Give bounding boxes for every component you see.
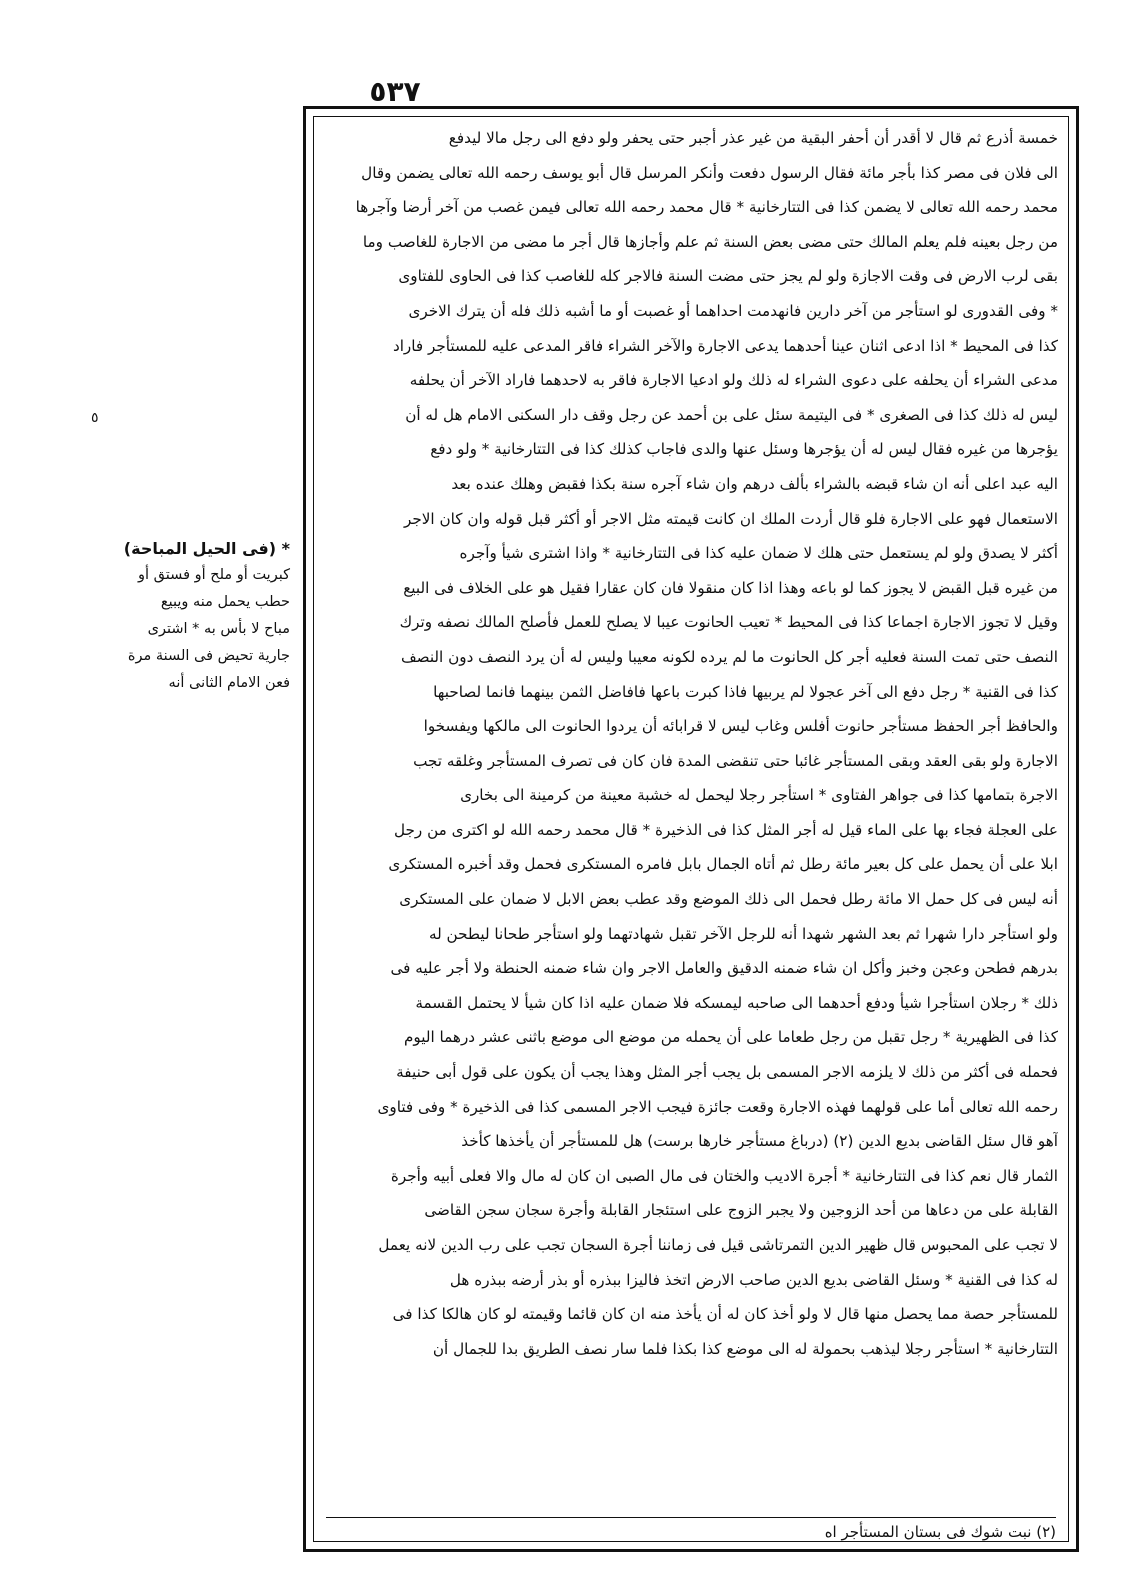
text-line: بدرهم فطحن وعجن وخبز وأكل ان شاء ضمنه الدقيق والعامل الاجر وان شاء ضمنه الحنطة ولا أجر عليه فى: [390, 959, 1058, 978]
text-line: النصف حتى تمت السنة فعليه أجر كل الحانوت ما لم يرده لكونه معيبا وليس له أن يرد النصف دون النصف: [400, 647, 1058, 666]
margin-note-line: حطب يحمل منه ويبيع: [160, 594, 290, 610]
text-line: ذلك * رجلان استأجرا شيأ ودفع أحدهما الى صاحبه ليمسكه فلا ضمان عليه اذا كان شيأ لا يحتمل القسمة: [415, 993, 1058, 1012]
text-line: ابلا على أن يحمل على كل بعير مائة رطل ثم أتاه الجمال بابل فامره المستكرى فحمل وقد أخبره المستكرى: [388, 855, 1058, 874]
text-line: اليه عبد اعلى أنه ان شاء قبضه بالشراء بألف درهم وان شاء آجره سنة بكذا فقبض وهلك عنده بعد: [451, 474, 1058, 493]
margin-note-line: جارية تحيض فى السنة مرة: [127, 648, 290, 664]
margin-mark: ٥: [91, 410, 99, 426]
text-line: محمد رحمه الله تعالى لا يضمن كذا فى التتارخانية * قال محمد رحمه الله تعالى فيمن غصب من آخر أرضا وآجرها: [355, 198, 1058, 217]
text-line: الى فلان فى مصر كذا بأجر مائة فقال الرسول دفعت وأنكر المرسل قال أبو يوسف رحمه الله تعالى يضمن وقال: [361, 163, 1058, 182]
text-line: الثمار قال نعم كذا فى التتارخانية * أجرة الاديب والختان فى مال الصبى ان كان له مال والا فعلى أبيه وأجرة: [390, 1166, 1058, 1185]
text-line: للمستأجر حصة مما يحصل منها قال لا ولو أخذ كان له أن يأخذ منه ان كان قائما وقيمته لو كان هالكا كذا فى: [392, 1305, 1058, 1324]
text-line: له كذا فى القنية * وسئل القاضى بديع الدين صاحب الارض اتخذ فاليزا ببذره أو بذر أرضه ببذره هل: [449, 1270, 1058, 1289]
text-line: كذا فى الظهيرية * رجل تقبل من رجل طعاما على أن يحمله من موضع الى موضع باثنى عشر درهما اليوم: [404, 1028, 1058, 1047]
text-line: فحمله فى أكثر من ذلك لا يلزمه الاجر المسمى بل يجب أجر المثل وهذا يجب أن يكون على قول أبى حنيفة: [396, 1063, 1058, 1082]
text-line: مدعى الشراء أن يحلفه على دعوى الشراء له ذلك ولو ادعيا الاجارة فاقر به لاحدهما فاراد الآخر أن يحلفه: [409, 371, 1058, 390]
page-number: ٥٣٧: [369, 75, 421, 108]
text-line: يؤجرها من غيره فقال ليس له أن يؤجرها وسئل عنها والدى فاجاب كذلك كذا فى التتارخانية * ولو دفع: [430, 440, 1058, 459]
text-line: وقيل لا تجوز الاجارة اجماعا كذا فى المحيط * تعيب الحانوت عيبا لا يصلح للعمل فأصلح المالك نصفه وترك: [399, 613, 1058, 632]
text-frame: [303, 106, 1079, 1552]
text-line: القابلة على من دعاها من أحد الزوجين ولا يجبر الزوج على استئجار القابلة وأجرة سجان سجن القاضى: [424, 1201, 1058, 1220]
margin-note-line: مباح لا بأس به * اشترى: [147, 621, 290, 637]
text-line: والحافظ أجر الحفظ مستأجر حانوت أفلس وغاب ليس لا قرابائه أن يردوا الحانوت الى مالكها ويفسخوا: [423, 717, 1058, 736]
margin-note-line: كبريت أو ملح أو فستق أو: [138, 567, 290, 583]
footnote-divider: [326, 1517, 1056, 1518]
margin-note-line: فعن الامام الثانى أنه: [168, 675, 290, 691]
main-text-block: [324, 121, 1058, 1366]
text-line: الاجرة بتمامها كذا فى جواهر الفتاوى * استأجر رجلا ليحمل له خشبة معينة من كرمينة الى بخارى: [460, 786, 1058, 805]
text-line: خمسة أذرع ثم قال لا أقدر أن أحفر البقية من غير عذر أجبر حتى يحفر ولو دفع الى رجل مالا ليدفع: [448, 129, 1058, 147]
text-line: كذا فى المحيط * اذا ادعى اثنان عينا أحدهما يدعى الاجارة والآخر الشراء فاقر المدعى عليه للمستأجر فاراد: [392, 336, 1058, 355]
text-line: الاجارة ولو بقى العقد وبقى المستأجر غائبا حتى تنقضى المدة فان كان فى تصرف المستأجر وغلقه تجب: [413, 751, 1058, 770]
text-line: كذا فى القنية * رجل دفع الى آخر عجولا لم يربيها فاذا كبرت باعها فافاضل الثمن بينهما فانما لصاحبها: [433, 682, 1058, 701]
text-line: ولو استأجر دارا شهرا ثم بعد الشهر شهدا أنه للرجل الآخر تقبل شهادتهما ولو استأجر طحانا ليطحن له: [428, 924, 1058, 943]
text-line: ليس له ذلك كذا فى الصغرى * فى اليتيمة سئل على بن أحمد عن رجل وقف دار السكنى الامام هل له أن: [405, 405, 1058, 424]
text-line: أنه ليس فى كل حمل الا مائة رطل فحمل الى ذلك الموضع وقد عطب بعض الابل لا ضمان على المستكرى: [399, 890, 1058, 909]
text-line: أكثر لا يصدق ولو لم يستعمل حتى هلك لا ضمان عليه كذا فى التتارخانية * واذا اشترى شيأ وآجره: [459, 544, 1058, 563]
text-line: لا تجب على المحبوس قال ظهير الدين التمرتاشى قيل فى زماننا أجرة السجان تجب على رب الدين لانه يعمل: [378, 1236, 1058, 1254]
text-line: * وفى القدورى لو استأجر من آخر دارين فانهدمت احداهما أو غصبت أو ما أشبه ذلك فله أن يترك الاخرى: [408, 301, 1058, 320]
text-line: رحمه الله تعالى أما على قولهما فهذه الاجارة وقعت جائزة فيجب الاجر المسمى كذا فى الذخيرة * وفى فتاوى: [377, 1097, 1058, 1116]
text-line: على العجلة فجاء بها على الماء قيل له أجر المثل كذا فى الذخيرة * قال محمد رحمه الله لو اكترى من رجل: [394, 820, 1058, 839]
text-line: من رجل بعينه فلم يعلم المالك حتى مضى بعض السنة ثم علم وأجازها قال أجر ما مضى من الاجارة للغاصب وما: [362, 232, 1058, 251]
text-line: بقى لرب الارض فى وقت الاجازة ولو لم يجز حتى مضت السنة فالاجر كله للغاصب كذا فى الحاوى للفتاوى: [398, 267, 1058, 286]
margin-note-heading: * (فى الحيل المباحة): [123, 539, 290, 558]
text-line: الاستعمال فهو على الاجارة فلو قال أردت الملك ان كانت قيمته مثل الاجر أو أكثر قبل قوله وان كان الاجر: [404, 509, 1058, 528]
margin-note: [110, 535, 290, 697]
text-line: من غيره قبل القبض لا يجوز كما لو باعه وهذا اذا كان منقولا فان كان عقارا فقيل هو على الخلاف فى البيع: [403, 578, 1058, 597]
text-line: آهو قال سئل القاضى بديع الدين (٢) (درباغ مستأجر خارها برست) هل للمستأجر أن يأخذها كأخذ: [461, 1132, 1058, 1151]
footnote: (٢) نبت شوك فى بستان المستأجر اه: [824, 1523, 1056, 1541]
text-line: التتارخانية * استأجر رجلا ليذهب بحمولة له الى موضع كذا بكذا فلما سار نصف الطريق بدا للجمال أن: [432, 1339, 1058, 1358]
